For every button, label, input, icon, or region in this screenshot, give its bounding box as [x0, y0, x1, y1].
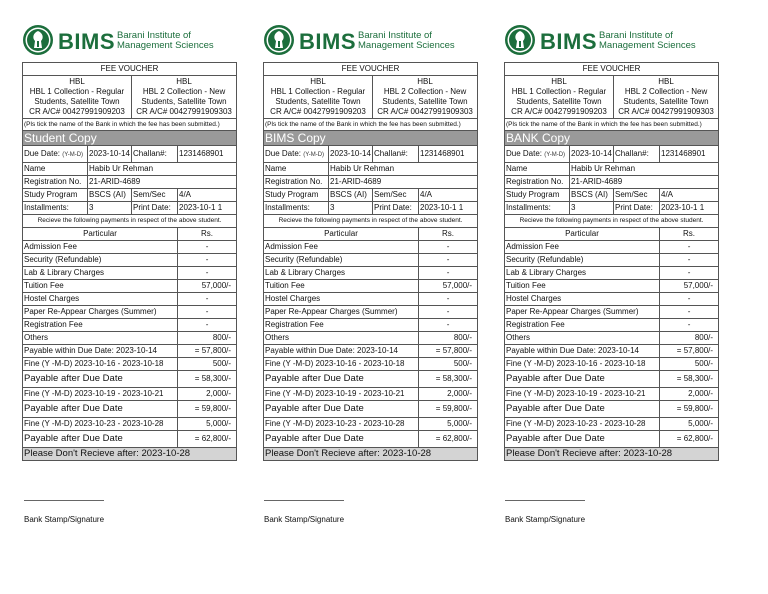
bank-option-1[interactable]: HBL HBL 1 Collection - Regular Students, Satellite Town CR A/C# 00427991909203 [23, 76, 132, 119]
payable-after-label: Payable after Due Date [23, 431, 178, 448]
dont-receive-note: Please Don't Recieve after: 2023-10-28 [505, 448, 719, 461]
sem-sec-value: 4/A [660, 189, 719, 202]
installments-value: 3 [88, 202, 132, 215]
fee-item-amount: - [660, 241, 719, 254]
registration-label: Registration No. [505, 176, 570, 189]
rs-header: Rs. [178, 228, 237, 241]
payable-after-label: Payable after Due Date [23, 401, 178, 418]
bank-tick-note: (Pls tick the name of the Bank in which the fee has been submitted.) [23, 119, 237, 131]
fee-item-row [264, 280, 478, 293]
name-label: Name [264, 163, 329, 176]
fee-item-amount: - [660, 319, 719, 332]
fine-amount: 2,000/- [419, 388, 478, 401]
payable-after-amount: = 62,800/- [419, 431, 478, 448]
payable-within-amount: = 57,800/- [419, 345, 478, 358]
fee-item-label: Others [505, 332, 660, 345]
fee-item-label: Hostel Charges [505, 293, 660, 306]
registration-value: 21-ARID-4689 [570, 176, 719, 189]
receive-note: Recieve the following payments in respect of the above student. [23, 215, 237, 228]
due-date-value: 2023-10-14 [329, 146, 373, 163]
fee-item-label: Paper Re-Appear Charges (Summer) [23, 306, 178, 319]
installments-label: Installments: [23, 202, 88, 215]
signature-line [264, 500, 344, 501]
voucher-header [504, 24, 718, 62]
fee-item-amount: - [178, 241, 237, 254]
voucher-title: FEE VOUCHER [264, 63, 478, 76]
payable-after-row [264, 401, 478, 418]
payable-after-label: Payable after Due Date [505, 431, 660, 448]
bank-option-1[interactable]: HBL HBL 1 Collection - Regular Students, Satellite Town CR A/C# 00427991909203 [505, 76, 614, 119]
voucher-title: FEE VOUCHER [23, 63, 237, 76]
print-date-value: 2023-10-1 1 [660, 202, 719, 215]
payable-after-label: Payable after Due Date [264, 431, 419, 448]
fee-item-amount: - [419, 293, 478, 306]
fee-item-amount: - [419, 241, 478, 254]
fee-item-label: Security (Refundable) [23, 254, 178, 267]
fee-item-amount: 800/- [178, 332, 237, 345]
fee-item-amount: - [178, 293, 237, 306]
fee-item-row [264, 293, 478, 306]
fee-item-amount: - [178, 254, 237, 267]
fine-label: Fine (Y -M-D) 2023-10-16 - 2023-10-18 [23, 358, 178, 371]
sem-sec-value: 4/A [419, 189, 478, 202]
fee-item-row [23, 293, 237, 306]
fine-amount: 2,000/- [660, 388, 719, 401]
payable-after-row [23, 431, 237, 448]
fee-item-row [23, 332, 237, 345]
payable-within-label: Payable within Due Date: 2023-10-14 [264, 345, 419, 358]
fee-item-label: Tuition Fee [505, 280, 660, 293]
fine-label: Fine (Y -M-D) 2023-10-23 - 2023-10-28 [23, 418, 178, 431]
signature-area-bank [505, 470, 719, 524]
fee-item-row [23, 254, 237, 267]
bank-tick-note: (Pls tick the name of the Bank in which the fee has been submitted.) [264, 119, 478, 131]
fine-row [505, 418, 719, 431]
voucher-bank-copy [504, 24, 718, 461]
payable-after-label: Payable after Due Date [23, 371, 178, 388]
bank-tick-note: (Pls tick the name of the Bank in which the fee has been submitted.) [505, 119, 719, 131]
sem-sec-label: Sem/Sec [373, 189, 419, 202]
fine-amount: 2,000/- [178, 388, 237, 401]
payable-after-amount: = 59,800/- [178, 401, 237, 418]
payable-after-amount: = 59,800/- [660, 401, 719, 418]
due-date-value: 2023-10-14 [570, 146, 614, 163]
particular-header: Particular [264, 228, 419, 241]
payable-after-row [23, 371, 237, 388]
payable-after-row [23, 401, 237, 418]
fee-item-label: Tuition Fee [264, 280, 419, 293]
brand-name: BIMS [540, 29, 597, 54]
fee-item-row [505, 241, 719, 254]
payable-after-amount: = 58,300/- [419, 371, 478, 388]
payable-after-label: Payable after Due Date [264, 401, 419, 418]
name-label: Name [505, 163, 570, 176]
installments-label: Installments: [264, 202, 329, 215]
fine-amount: 5,000/- [419, 418, 478, 431]
fee-item-label: Admission Fee [264, 241, 419, 254]
rs-header: Rs. [660, 228, 719, 241]
bank-option-2[interactable]: HBL HBL 2 Collection - New Students, Satellite Town CR A/C# 00427991909303 [373, 76, 478, 119]
fee-item-amount: 57,000/- [178, 280, 237, 293]
fee-item-row [23, 319, 237, 332]
fee-item-amount: - [660, 306, 719, 319]
bank-option-2[interactable]: HBL HBL 2 Collection - New Students, Satellite Town CR A/C# 00427991909303 [614, 76, 719, 119]
signature-line [24, 500, 104, 501]
fee-item-amount: 57,000/- [660, 280, 719, 293]
fee-item-amount: - [419, 319, 478, 332]
voucher-header [263, 24, 477, 62]
institute-name: Barani Institute of Management Sciences [117, 30, 214, 51]
signature-area-bims [264, 470, 478, 524]
payable-within-label: Payable within Due Date: 2023-10-14 [23, 345, 178, 358]
payable-after-label: Payable after Due Date [505, 401, 660, 418]
fee-item-label: Registration Fee [505, 319, 660, 332]
study-program-label: Study Program [505, 189, 570, 202]
fee-item-amount: - [660, 254, 719, 267]
fine-amount: 5,000/- [660, 418, 719, 431]
print-date-label: Print Date: [373, 202, 419, 215]
fine-label: Fine (Y -M-D) 2023-10-16 - 2023-10-18 [264, 358, 419, 371]
fee-item-label: Hostel Charges [264, 293, 419, 306]
brand-name: BIMS [58, 29, 115, 54]
receive-note: Recieve the following payments in respect of the above student. [264, 215, 478, 228]
fee-item-amount: - [178, 267, 237, 280]
fee-item-row [264, 241, 478, 254]
fine-label: Fine (Y -M-D) 2023-10-19 - 2023-10-21 [505, 388, 660, 401]
name-value: Habib Ur Rehman [329, 163, 478, 176]
fine-amount: 500/- [178, 358, 237, 371]
copy-label: BANK Copy [505, 131, 719, 146]
payable-after-row [264, 371, 478, 388]
fine-label: Fine (Y -M-D) 2023-10-16 - 2023-10-18 [505, 358, 660, 371]
fine-label: Fine (Y -M-D) 2023-10-19 - 2023-10-21 [23, 388, 178, 401]
registration-label: Registration No. [23, 176, 88, 189]
payable-after-amount: = 62,800/- [178, 431, 237, 448]
sem-sec-value: 4/A [178, 189, 237, 202]
brand-name: BIMS [299, 29, 356, 54]
fee-item-label: Lab & Library Charges [505, 267, 660, 280]
study-program-label: Study Program [264, 189, 329, 202]
study-program-value: BSCS (AI) [329, 189, 373, 202]
signature-line [505, 500, 585, 501]
fee-item-row [264, 254, 478, 267]
study-program-label: Study Program [23, 189, 88, 202]
payable-within-amount: = 57,800/- [178, 345, 237, 358]
fine-row [23, 418, 237, 431]
fine-label: Fine (Y -M-D) 2023-10-23 - 2023-10-28 [505, 418, 660, 431]
fee-item-label: Others [264, 332, 419, 345]
voucher-header [22, 24, 236, 62]
fee-item-row [505, 332, 719, 345]
fee-item-label: Lab & Library Charges [264, 267, 419, 280]
installments-label: Installments: [505, 202, 570, 215]
particular-header: Particular [505, 228, 660, 241]
fee-item-amount: - [660, 293, 719, 306]
print-date-label: Print Date: [132, 202, 178, 215]
fee-item-row [505, 293, 719, 306]
fee-item-row [505, 267, 719, 280]
study-program-value: BSCS (AI) [570, 189, 614, 202]
fee-item-label: Admission Fee [23, 241, 178, 254]
fine-row [505, 358, 719, 371]
fee-item-row [23, 306, 237, 319]
dont-receive-note: Please Don't Recieve after: 2023-10-28 [264, 448, 478, 461]
payable-after-row [264, 431, 478, 448]
fee-item-amount: 57,000/- [419, 280, 478, 293]
fee-item-amount: 800/- [419, 332, 478, 345]
payable-after-label: Payable after Due Date [264, 371, 419, 388]
fine-amount: 500/- [660, 358, 719, 371]
fee-item-row [23, 280, 237, 293]
fee-item-row [505, 254, 719, 267]
fee-item-amount: - [419, 306, 478, 319]
voucher-student-copy [22, 24, 236, 461]
study-program-value: BSCS (AI) [88, 189, 132, 202]
voucher-bims-copy [263, 24, 477, 461]
rs-header: Rs. [419, 228, 478, 241]
voucher-title: FEE VOUCHER [505, 63, 719, 76]
registration-label: Registration No. [264, 176, 329, 189]
payable-after-amount: = 58,300/- [178, 371, 237, 388]
fee-item-row [505, 319, 719, 332]
fee-item-row [264, 332, 478, 345]
name-value: Habib Ur Rehman [88, 163, 237, 176]
bims-seal-icon [22, 24, 54, 56]
registration-value: 21-ARID-4689 [329, 176, 478, 189]
fine-amount: 500/- [419, 358, 478, 371]
fee-item-label: Registration Fee [264, 319, 419, 332]
fee-item-row [264, 306, 478, 319]
signature-label: Bank Stamp/Signature [264, 515, 345, 524]
fee-item-label: Security (Refundable) [264, 254, 419, 267]
fee-voucher-table [22, 62, 237, 461]
payable-after-row [505, 371, 719, 388]
fee-item-amount: - [419, 254, 478, 267]
fee-item-label: Lab & Library Charges [23, 267, 178, 280]
due-date-label: Due Date: (Y-M-D) [23, 146, 88, 163]
copy-label: Student Copy [23, 131, 237, 146]
fee-item-amount: - [178, 306, 237, 319]
institute-name: Barani Institute of Management Sciences [599, 30, 696, 51]
name-label: Name [23, 163, 88, 176]
challan-label: Challan#: [132, 146, 178, 163]
sem-sec-label: Sem/Sec [132, 189, 178, 202]
copy-label: BIMS Copy [264, 131, 478, 146]
signature-label: Bank Stamp/Signature [505, 515, 586, 524]
fine-row [23, 358, 237, 371]
payable-after-label: Payable after Due Date [505, 371, 660, 388]
sem-sec-label: Sem/Sec [614, 189, 660, 202]
payable-within-label: Payable within Due Date: 2023-10-14 [505, 345, 660, 358]
fee-item-row [23, 267, 237, 280]
challan-label: Challan#: [614, 146, 660, 163]
bank-option-1[interactable]: HBL HBL 1 Collection - Regular Students, Satellite Town CR A/C# 00427991909203 [264, 76, 373, 119]
fee-voucher-table [263, 62, 478, 461]
payable-after-row [505, 401, 719, 418]
fee-item-row [23, 241, 237, 254]
due-date-label: Due Date: (Y-M-D) [264, 146, 329, 163]
due-date-label: Due Date: (Y-M-D) [505, 146, 570, 163]
fee-item-row [264, 267, 478, 280]
challan-value: 1231468901 [419, 146, 478, 163]
fee-item-label: Others [23, 332, 178, 345]
fee-item-amount: - [178, 319, 237, 332]
fee-item-amount: - [419, 267, 478, 280]
fine-label: Fine (Y -M-D) 2023-10-23 - 2023-10-28 [264, 418, 419, 431]
particular-header: Particular [23, 228, 178, 241]
signature-label: Bank Stamp/Signature [24, 515, 105, 524]
fee-item-amount: 800/- [660, 332, 719, 345]
fine-row [264, 358, 478, 371]
bank-option-2[interactable]: HBL HBL 2 Collection - New Students, Satellite Town CR A/C# 00427991909303 [132, 76, 237, 119]
fee-item-label: Registration Fee [23, 319, 178, 332]
challan-value: 1231468901 [178, 146, 237, 163]
fee-voucher-table [504, 62, 719, 461]
print-date-value: 2023-10-1 1 [178, 202, 237, 215]
fee-item-label: Tuition Fee [23, 280, 178, 293]
payable-within-amount: = 57,800/- [660, 345, 719, 358]
fine-amount: 5,000/- [178, 418, 237, 431]
payable-after-amount: = 59,800/- [419, 401, 478, 418]
challan-label: Challan#: [373, 146, 419, 163]
registration-value: 21-ARID-4689 [88, 176, 237, 189]
challan-value: 1231468901 [660, 146, 719, 163]
fine-row [264, 418, 478, 431]
bims-seal-icon [263, 24, 295, 56]
installments-value: 3 [570, 202, 614, 215]
print-date-value: 2023-10-1 1 [419, 202, 478, 215]
institute-name: Barani Institute of Management Sciences [358, 30, 455, 51]
fee-item-label: Paper Re-Appear Charges (Summer) [505, 306, 660, 319]
due-date-value: 2023-10-14 [88, 146, 132, 163]
print-date-label: Print Date: [614, 202, 660, 215]
installments-value: 3 [329, 202, 373, 215]
fee-item-label: Admission Fee [505, 241, 660, 254]
fine-row [23, 388, 237, 401]
fee-item-label: Hostel Charges [23, 293, 178, 306]
dont-receive-note: Please Don't Recieve after: 2023-10-28 [23, 448, 237, 461]
payable-after-amount: = 58,300/- [660, 371, 719, 388]
fee-item-row [505, 280, 719, 293]
payable-after-amount: = 62,800/- [660, 431, 719, 448]
fee-item-amount: - [660, 267, 719, 280]
name-value: Habib Ur Rehman [570, 163, 719, 176]
receive-note: Recieve the following payments in respect of the above student. [505, 215, 719, 228]
fine-row [505, 388, 719, 401]
signature-area-student [24, 470, 238, 524]
fine-row [264, 388, 478, 401]
payable-after-row [505, 431, 719, 448]
fine-label: Fine (Y -M-D) 2023-10-19 - 2023-10-21 [264, 388, 419, 401]
fee-item-row [264, 319, 478, 332]
fee-item-label: Security (Refundable) [505, 254, 660, 267]
fee-item-label: Paper Re-Appear Charges (Summer) [264, 306, 419, 319]
fee-item-row [505, 306, 719, 319]
bims-seal-icon [504, 24, 536, 56]
